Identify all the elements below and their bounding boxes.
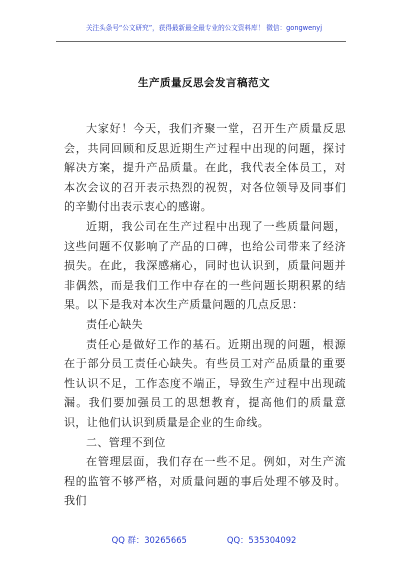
document-title: 生产质量反思会发言稿范文 [138,77,270,89]
paragraph-reflection-intro: 近期，我公司在生产过程中出现了一些质量问题，这些问题不仅影响了产品的口碑，也给公司带来了经济损失。在此，我深感痛心，同时也认识到，质量问题并非偶然，而是我们工作中存在的一些问题长期积累的结果。以下是我对本次生产质量问题的几点反思： [64,219,346,312]
footer-contact [0,534,408,546]
document-body [64,119,346,511]
header-banner: 关注头条号“公文研究”，获得最新最全最专业的公文资料库！ 微信：gongwenyj [85,24,323,32]
header-divider [56,41,346,42]
section-heading-management: 二、管理不到位 [86,435,166,449]
footer-qq-group: QQ 群：30265665 [111,535,187,545]
section-heading-responsibility: 责任心缺失 [86,317,143,331]
paragraph-greeting: 大家好！今天，我们齐聚一堂，召开生产质量反思会，共同回顾和反思近期生产过程中出现的问题，探讨解决方案，提升产品质量。在此，我代表全体员工，对本次会议的召开表示热烈的祝贺，对各位领导及同事们的辛勤付出表示衷心的感谢。 [64,122,346,214]
footer-qq: QQ：535304092 [226,535,297,545]
paragraph-responsibility: 责任心是做好工作的基石。近期出现的问题，根源在于部分员工责任心缺失。有些员工对产品质量的重要性认识不足，工作态度不端正，导致生产过程中出现疏漏。我们要加强员工的思想教育，提高他们的质量意识，让他们认识到质量是企业的生命线。 [64,337,346,429]
paragraph-management: 在管理层面，我们存在一些不足。例如，对生产流程的监管不够严格，对质量问题的事后处理不够及时。我们 [64,455,346,508]
